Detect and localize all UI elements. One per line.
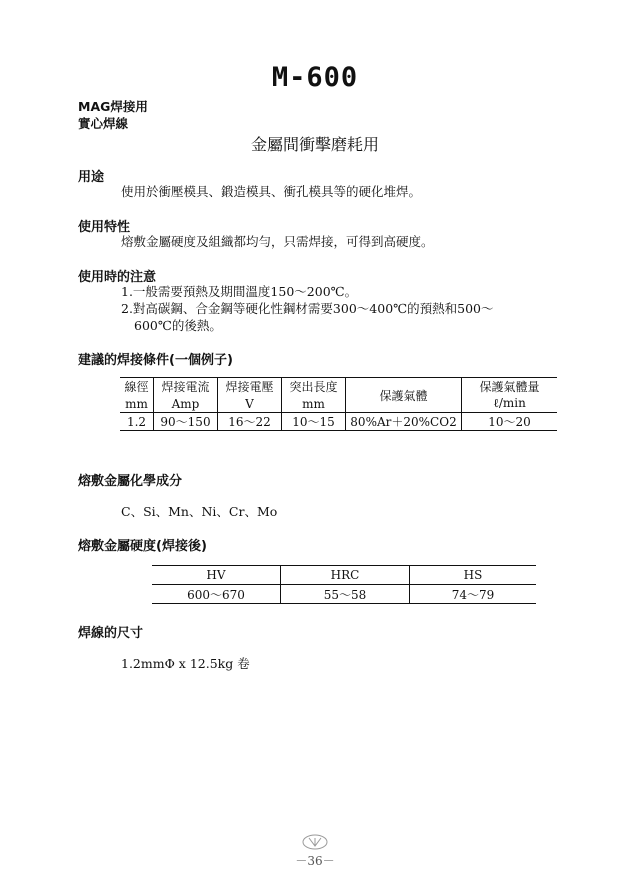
chemistry-heading: 熔敷金屬化學成分 <box>78 474 183 489</box>
cell-current: 90～150 <box>154 413 218 431</box>
hardness-heading: 熔敷金屬硬度(焊接後) <box>78 539 207 554</box>
col-unit-diameter: mm <box>125 396 148 411</box>
col-header-diameter: 線徑 <box>124 380 149 394</box>
notes-heading: 使用時的注意 <box>78 270 157 285</box>
usage-text: 使用於衝壓模具、鍛造模具、衝孔模具等的硬化堆焊。 <box>121 184 422 199</box>
col-unit-stickout: mm <box>282 395 346 413</box>
page-number: －36－ <box>295 854 335 868</box>
chemistry-text: C、Si、Mn、Ni、Cr、Mo <box>121 504 278 519</box>
cell-stickout: 10～15 <box>282 413 346 431</box>
notes-item-1: 1.一般需要預熱及期間溫度150～200℃。 <box>121 284 358 299</box>
company-logo-icon <box>301 834 329 850</box>
col-header-current: 焊接電流 <box>154 378 218 396</box>
header-line-1: MAG焊接用 <box>78 99 148 114</box>
cell-hv: 600～670 <box>152 585 281 604</box>
features-heading: 使用特性 <box>78 220 131 235</box>
size-heading: 焊線的尺寸 <box>78 626 144 641</box>
col-unit-voltage: V <box>218 395 282 413</box>
col-header-hv: HV <box>206 568 226 582</box>
cell-shield-gas: 80%Ar＋20%CO2 <box>346 413 462 431</box>
table-row <box>120 413 557 431</box>
cell-hs: 74～79 <box>410 585 537 604</box>
cell-gas-flow: 10～20 <box>462 413 558 431</box>
features-text: 熔敷金屬硬度及組織都均勻，只需焊接，可得到高硬度。 <box>121 234 434 249</box>
col-header-stickout: 突出長度 <box>282 378 346 396</box>
col-unit-current: Amp <box>154 395 218 413</box>
usage-heading: 用途 <box>78 170 105 185</box>
subtitle: 金屬間衝擊磨耗用 <box>250 135 379 154</box>
cell-hrc: 55～58 <box>281 585 410 604</box>
page-title: M-600 <box>271 62 359 93</box>
col-header-hs: HS <box>410 566 537 585</box>
notes-item-2: 2.對高碳鋼、合金鋼等硬化性鋼材需要300～400℃的預熱和500～ <box>121 301 494 316</box>
col-header-voltage: 焊接電壓 <box>218 378 282 396</box>
col-header-hrc: HRC <box>281 566 410 585</box>
col-unit-gas-flow: ℓ/min <box>462 395 558 413</box>
size-text: 1.2mmΦ x 12.5kg 卷 <box>121 656 250 671</box>
cell-diameter: 1.2 <box>120 413 154 431</box>
col-header-gas-flow: 保護氣體量 <box>462 378 558 396</box>
col-header-shield-gas: 保護氣體 <box>346 378 462 413</box>
conditions-heading: 建議的焊接條件(一個例子) <box>78 353 233 368</box>
notes-item-2-cont: 600℃的後熱。 <box>134 318 222 333</box>
table-row <box>152 585 536 604</box>
cell-voltage: 16～22 <box>218 413 282 431</box>
header-line-2: 實心焊線 <box>78 116 129 131</box>
welding-conditions-table <box>120 377 557 431</box>
hardness-table <box>152 565 536 604</box>
